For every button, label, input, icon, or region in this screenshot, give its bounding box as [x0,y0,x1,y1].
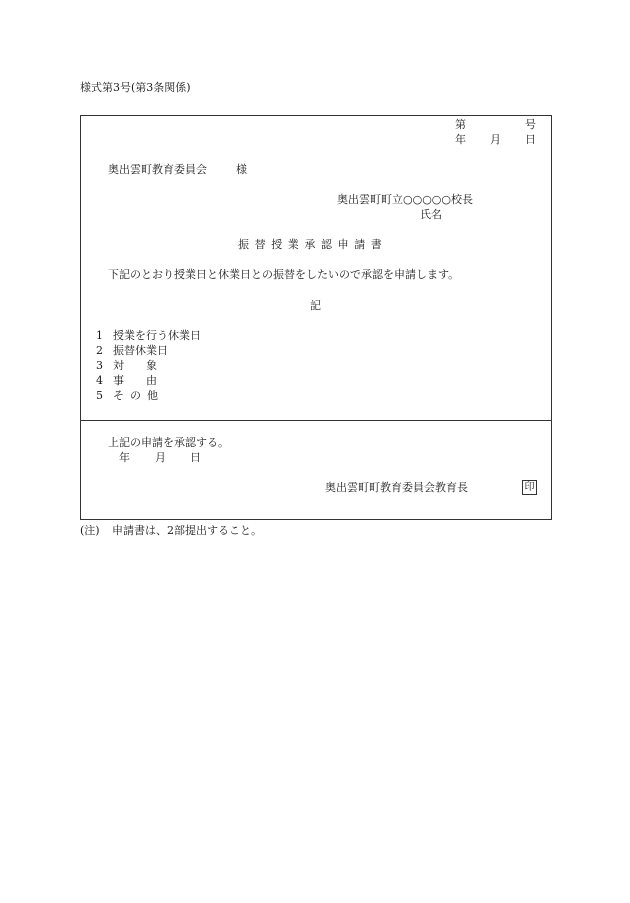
item-number: 1 [96,329,103,342]
approval-text: 上記の申請を承認する。 [108,436,229,449]
item-label: 事由 [113,374,179,387]
item-label: その他 [113,389,164,402]
applicant-name-label: 氏名 [420,208,442,221]
header-date-year: 年 [455,133,466,146]
request-body-text: 下記のとおり授業日と休業日との振替をしたいので承認を申請します。 [108,268,460,281]
superintendent-title: 奥出雲町町教育委員会教育長 [325,481,468,494]
document-title: 振替授業承認申請書 [238,238,388,251]
applicant-school: 奥出雲町町立○○○○○校長 [337,193,473,206]
seal-stamp-box: 印 [522,480,537,495]
addressee-name: 奥出雲町教育委員会 [108,163,207,176]
header-date-day: 日 [525,133,536,146]
item-number: 3 [96,359,103,372]
header-date-month: 月 [490,133,501,146]
ki-heading: 記 [310,299,321,312]
approval-date-year: 年 [119,451,130,464]
item-number: 2 [96,344,103,357]
document-number-suffix: 号 [525,118,536,131]
item-number: 4 [96,374,103,387]
approval-divider [80,420,552,421]
addressee-honorific: 様 [236,163,247,176]
item-label: 対象 [113,359,179,372]
item-label: 振替休業日 [113,344,168,357]
note-label: (注) [80,524,100,537]
item-number: 5 [96,389,103,402]
approval-date-month: 月 [155,451,166,464]
item-label: 授業を行う休業日 [113,329,201,342]
form-number-label: 様式第3号(第3条関係) [80,81,191,94]
note-text: 申請書は、2部提出すること。 [112,524,262,537]
approval-date-day: 日 [190,451,201,464]
document-number-label: 第 [455,118,466,131]
